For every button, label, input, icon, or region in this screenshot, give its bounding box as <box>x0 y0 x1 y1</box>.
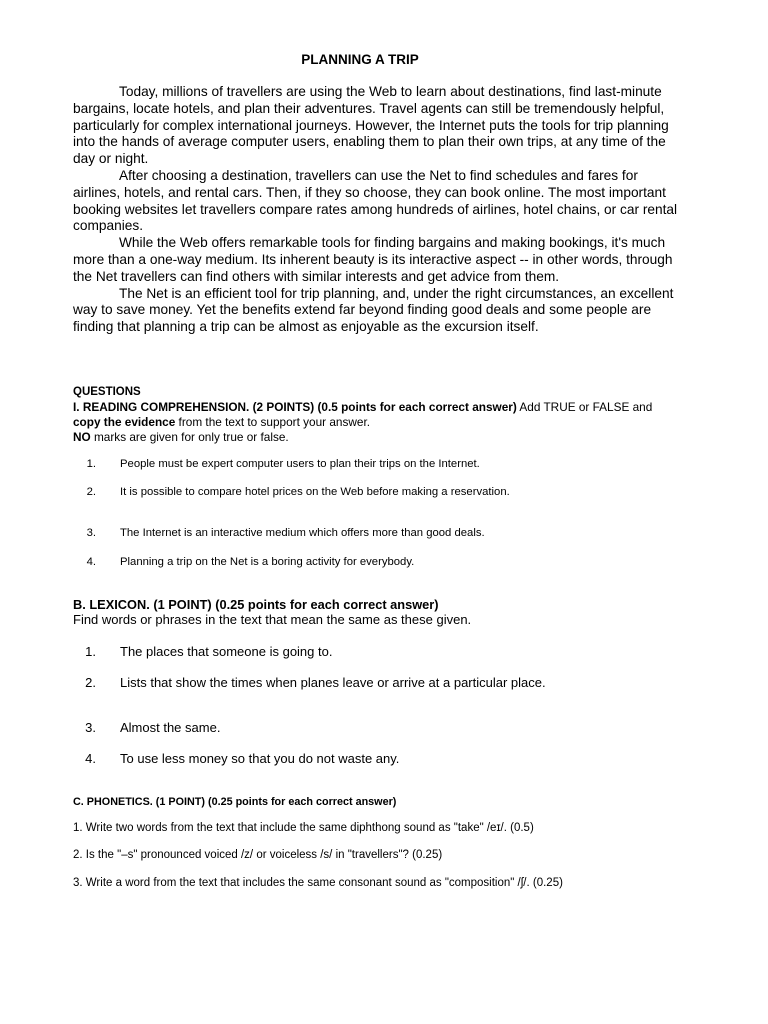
document-title: PLANNING A TRIP <box>301 52 419 67</box>
instruction-text: from the text to support your answer. <box>175 415 371 429</box>
list-item <box>73 675 546 690</box>
list-item <box>73 486 510 498</box>
phonetics-question: 3. Write a word from the text that includes the same consonant sound as "composition" /ʃ/. (0.25) <box>73 877 563 889</box>
list-item <box>73 556 414 568</box>
paragraph: Today, millions of travellers are using the Web to learn about destinations, find last-minute bargains, locate hotels, and plan their adventures. Travel agents can still be tremendously helpful, particularly for complex international journeys. However, the Internet puts the tools for trip planning into the hands of average computer users, enabling them to plan their own trips, at any time of the day or night. <box>73 84 669 167</box>
item-number: 3. <box>86 527 96 539</box>
item-text: Planning a trip on the Net is a boring activity for everybody. <box>120 556 415 568</box>
item-text: The Internet is an interactive medium which offers more than good deals. <box>120 527 485 539</box>
instruction-emphasis: NO <box>73 430 91 444</box>
reading-text <box>73 84 678 336</box>
list-item <box>73 644 332 659</box>
instruction-text: Add TRUE or FALSE and <box>516 400 653 414</box>
questions-heading: QUESTIONS <box>73 386 141 398</box>
lexicon-instruction: Find words or phrases in the text that mean the same as these given. <box>73 612 472 627</box>
item-text: The places that someone is going to. <box>120 644 333 659</box>
item-number: 4. <box>85 751 96 766</box>
list-item <box>73 720 220 735</box>
item-text: Almost the same. <box>120 720 221 735</box>
item-number: 2. <box>85 675 96 690</box>
item-number: 3. <box>85 720 96 735</box>
instruction-text: marks are given for only true or false. <box>90 430 289 444</box>
item-text: It is possible to compare hotel prices on the Web before making a reservation. <box>120 486 510 498</box>
list-item <box>73 751 399 766</box>
item-number: 2. <box>86 486 96 498</box>
lexicon-heading: B. LEXICON. (1 POINT) (0.25 points for each correct answer) <box>73 597 439 612</box>
item-text: To use less money so that you do not waste any. <box>120 751 400 766</box>
phonetics-question: 2. Is the "–s" pronounced voiced /z/ or voiceless /s/ in "travellers"? (0.25) <box>73 849 443 861</box>
instruction-emphasis: copy the evidence <box>73 415 176 429</box>
reading-comprehension-heading: I. READING COMPREHENSION. (2 POINTS) (0.5 points for each correct answer) <box>73 400 517 414</box>
item-number: 1. <box>85 644 96 659</box>
phonetics-heading: C. PHONETICS. (1 POINT) (0.25 points for each correct answer) <box>73 796 397 808</box>
paragraph: After choosing a destination, travellers can use the Net to find schedules and fares for airlines, hotels, and rental cars. Then, if they so choose, they can book online. The most important booking websites let travellers compare rates among hundreds of airlines, hotel chains, or car rental companies. <box>73 167 678 234</box>
item-number: 4. <box>86 556 96 568</box>
phonetics-question: 1. Write two words from the text that include the same diphthong sound as "take" /eɪ/. (0.5) <box>73 822 534 834</box>
paragraph: The Net is an efficient tool for trip planning, and, under the right circumstances, an excellent way to save money. Yet the benefits extend far beyond finding good deals and some people are finding that planning a trip can be almost as enjoyable as the excursion itself. <box>73 285 674 335</box>
item-text: People must be expert computer users to plan their trips on the Internet. <box>120 458 480 470</box>
item-number: 1. <box>86 458 96 470</box>
list-item <box>73 458 480 470</box>
item-text: Lists that show the times when planes leave or arrive at a particular place. <box>120 675 546 690</box>
paragraph: While the Web offers remarkable tools for finding bargains and making bookings, it's much more than a one-way medium. Its inherent beauty is its interactive aspect -- in other words, through the Net travellers can find others with similar interests and get advice from them. <box>73 235 673 284</box>
reading-comprehension-instructions <box>73 400 673 445</box>
list-item <box>73 527 485 539</box>
